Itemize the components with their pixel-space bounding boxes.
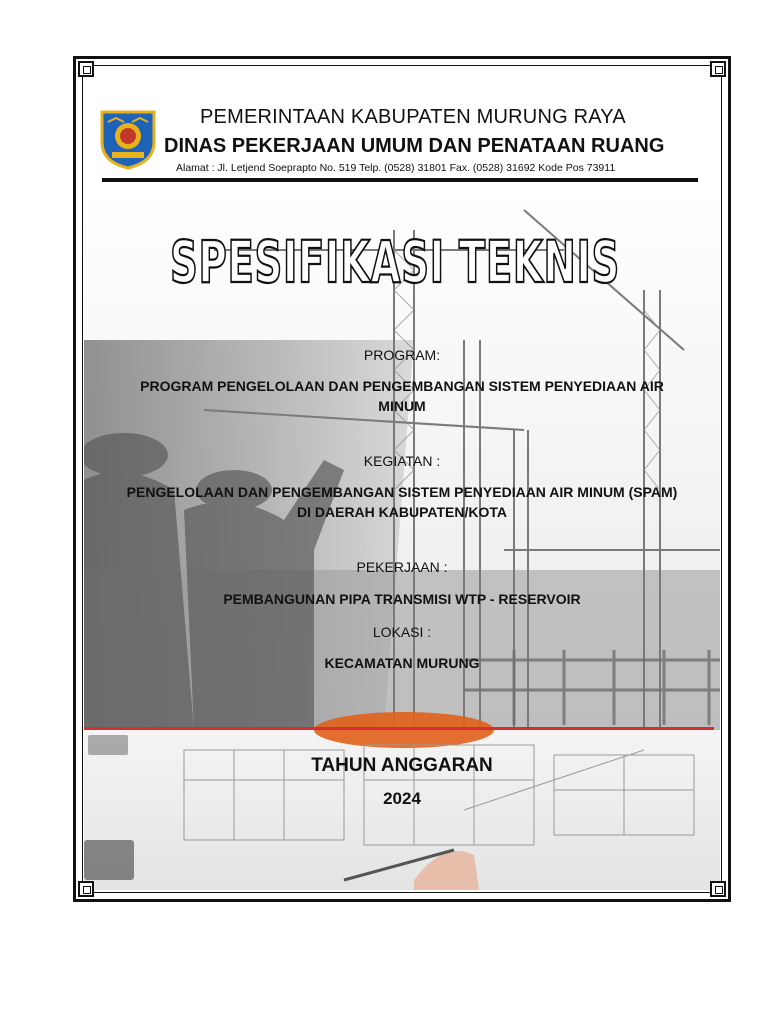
border-corner-ornament	[78, 881, 94, 897]
agency-address: Alamat : Jl. Letjend Soeprapto No. 519 Telp. (0528) 31801 Fax. (0528) 31692 Kode Pos 73911	[176, 162, 616, 174]
program-section	[84, 347, 720, 363]
tahun-anggaran-block	[84, 755, 720, 809]
lokasi-section	[84, 624, 720, 640]
government-name: PEMERINTAAN KABUPATEN MURUNG RAYA	[200, 106, 626, 128]
program-label: PROGRAM:	[363, 347, 441, 363]
border-corner-ornament	[710, 881, 726, 897]
kegiatan-section	[84, 453, 720, 469]
program-value-line1: PROGRAM PENGELOLAAN DAN PENGEMBANGAN SISTEM PENYEDIAAN AIR	[140, 378, 664, 394]
border-corner-ornament	[710, 61, 726, 77]
pekerjaan-value-block	[84, 591, 720, 607]
tahun-anggaran-label: TAHUN ANGGARAN	[311, 755, 493, 776]
document-title-text: SPESIFIKASI TEKNIS	[170, 228, 620, 294]
government-logo-icon	[98, 108, 158, 170]
lokasi-value: KECAMATAN MURUNG	[324, 655, 480, 671]
agency-name: DINAS PEKERJAAN UMUM DAN PENATAAN RUANG	[164, 135, 665, 157]
program-value	[84, 378, 720, 414]
lokasi-value-block	[84, 655, 720, 671]
lokasi-label: LOKASI :	[372, 624, 432, 640]
kegiatan-value-line2: DI DAERAH KABUPATEN/KOTA	[297, 504, 507, 520]
pekerjaan-label: PEKERJAAN :	[356, 559, 448, 575]
header-divider	[102, 178, 698, 182]
tahun-anggaran-value: 2024	[383, 789, 421, 808]
border-corner-ornament	[78, 61, 94, 77]
program-value-line2: MINUM	[378, 398, 426, 414]
kegiatan-label: KEGIATAN :	[363, 453, 441, 469]
kegiatan-value	[84, 484, 720, 520]
document-title	[160, 228, 630, 294]
kegiatan-value-line1: PENGELOLAAN DAN PENGEMBANGAN SISTEM PENYEDIAAN AIR MINUM (SPAM)	[126, 484, 678, 500]
pekerjaan-value: PEMBANGUNAN PIPA TRANSMISI WTP - RESERVOIR	[223, 591, 581, 607]
pekerjaan-section	[84, 559, 720, 575]
